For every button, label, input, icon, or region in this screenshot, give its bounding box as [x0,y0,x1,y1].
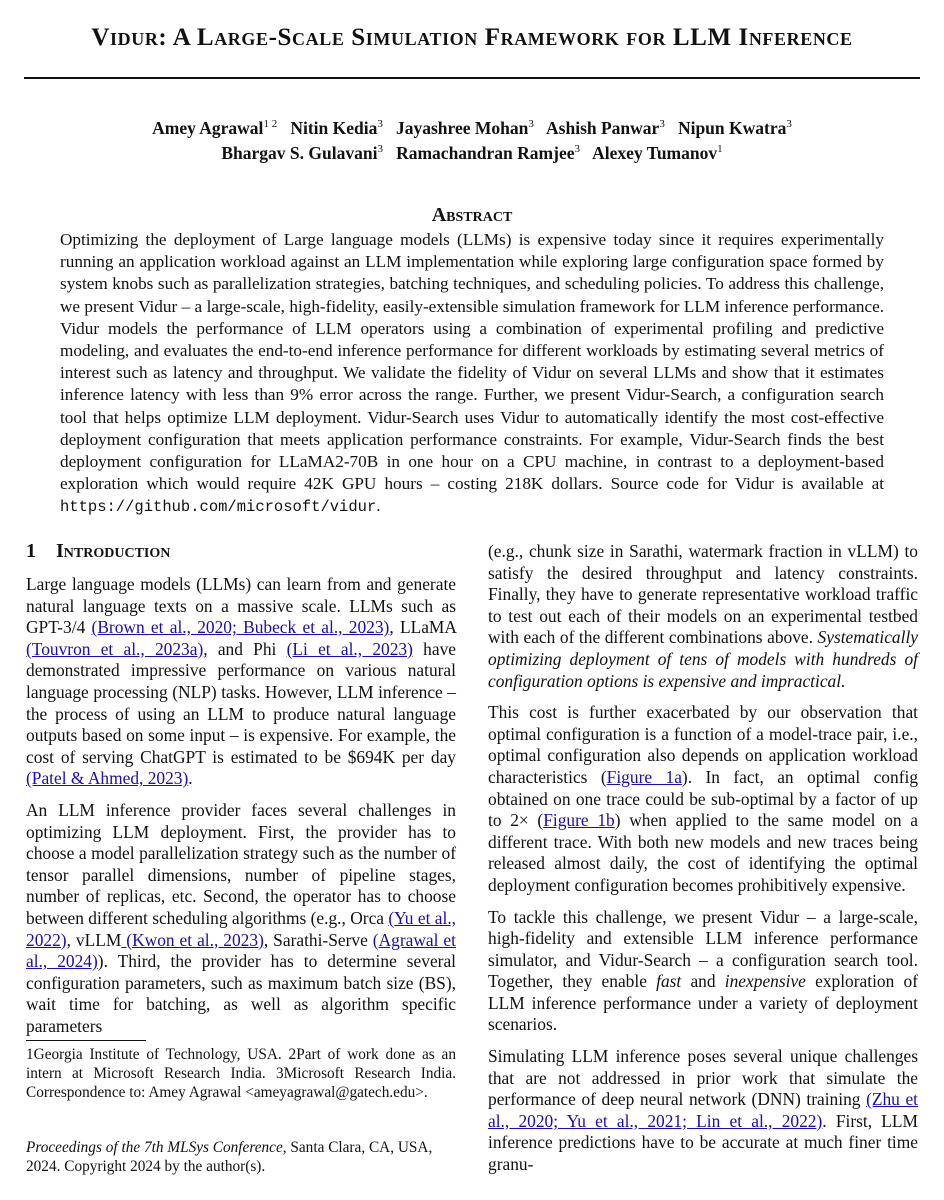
source-code-url[interactable]: https://github.com/microsoft/vidur [60,498,377,517]
abstract-heading: Abstract [431,204,513,226]
author: Amey Agrawal [152,118,264,138]
section-number: 1 [26,540,36,562]
section-heading-introduction [26,540,190,563]
affiliation-footnote: 1Georgia Institute of Technology, USA. 2Part of work done as an intern at Microsoft Research India. 3Microsoft Research India. Correspondence to: Amey Agrawal <ameyagrawal@gatech.edu>. [26,1046,456,1102]
right-column [488,541,918,1186]
figure-link[interactable]: Figure 1a [606,766,682,787]
figure-link[interactable]: Figure 1b [543,810,615,831]
proceedings-note: Proceedings of the 7th MLSys Conference, Santa Clara, CA, USA, 2024. Copyright 2024 by the author(s). [26,1139,433,1176]
citation-link[interactable]: (Agrawal et al., 2024) [26,929,456,972]
left-column [26,574,456,1047]
footnote-rule [26,1040,146,1041]
paragraph: To tackle this challenge, we present Vidur – a large-scale, high-fidelity and extensible LLM inference performance simulator, and Vidur-Search – a configuration search tool. Together, they enable fast and inexpensive exploration of LLM inference performance under a variety of deployment scenarios. [488,906,918,1035]
author: Bhargav S. Gulavani [221,143,378,163]
paragraph: Large language models (LLMs) can learn from and generate natural language texts on a massive scale. LLMs such as GPT-3/4 (Brown et al., 2020; Bubeck et al., 2023), LLaMA (Touvron et al., 2023a), and Phi (Li et al., 2023) have demonstrated impressive performance on various natural language processing (NLP) tasks. However, LLM inference – the process of using an LLM to produce natural language outputs based on some input – is expensive. For example, the cost of serving ChatGPT is estimated to be $694K per day (Patel & Ahmed, 2023). [26,574,456,789]
citation-link[interactable]: (Yu et al., 2022) [26,907,457,950]
paragraph: Simulating LLM inference poses several unique challenges that are not addressed in prior work that simulate the performance of deep neural network (DNN) training (Zhu et al., 2020; Yu et al., 2021; Lin et al., 2022). First, LLM inference predictions have to be accurate at much finer time granu- [488,1046,919,1175]
author: Nipun Kwatra [677,118,787,138]
citation-link[interactable]: (Kwon et al., 2023) [121,929,264,950]
paragraph: An LLM inference provider faces several challenges in optimizing LLM deployment. First, the provider has to choose a model parallelization strategy such as the number of tensor parallel dimensions, number of pipeline stages, number of replicas, etc. Second, the operator has to choose between different scheduling algorithms (e.g., Orca (Yu et al., 2022), vLLM (Kwon et al., 2023), Sarathi-Serve (Agrawal et al., 2024)). Third, the provider has to determine several configuration parameters, such as maximum batch size (BS), wait time for batching, as well as algorithm specific parameters [26,799,457,1036]
section-title: Introduction [56,540,171,562]
author: Nitin Kedia [290,118,378,138]
citation-link[interactable]: (Zhu et al., 2020; Yu et al., 2021; Lin et al., 2022) [488,1089,919,1131]
citation-link[interactable]: (Brown et al., 2020; Bubeck et al., 2023) [91,617,390,638]
author: Alexey Tumanov [592,143,718,163]
citation-link[interactable]: (Li et al., 2023) [286,638,413,659]
authors-line-2: Bhargav S. Gulavani$^3$ Ramachandran Ramjee$^3$ Alexey Tumanov$^1$ [221,143,723,163]
paragraph: This cost is further exacerbated by our observation that optimal configuration is a function of a model-trace pair, i.e., optimal configuration also depends on application workload characteristics (Figure 1a). In fact, an optimal config obtained on one trace could be sub-optimal by a factor of up to 2× (Figure 1b) when applied to the same model on a different trace. With both new models and new traces being released almost daily, the cost of identifying the optimal deployment configuration becomes prohibitively expensive. [488,702,919,895]
citation-link[interactable]: (Touvron et al., 2023a) [26,638,204,659]
paragraph: (e.g., chunk size in Sarathi, watermark fraction in vLLM) to satisfy the desired throughput and latency constraints. Finally, they have to generate representative workload traffic to test out each of their models on an experimental testbed with each of the different combinations above. Systematically optimizing deployment of tens of models with hundreds of configuration options is expensive and impractical. [488,541,918,691]
paper-title: Vidur: A Large-Scale Simulation Framework for LLM Inference [91,24,853,51]
abstract-body: Optimizing the deployment of Large language models (LLMs) is expensive today since it requires experimentally running an application workload against an LLM implementation while exploring large configuration space formed by system knobs such as parallelization strategies, batching techniques, and scheduling policies. To address this challenge, we present Vidur – a large-scale, high-fidelity, easily-extensible simulation framework for LLM inference performance. Vidur models the performance of LLM operators using a combination of experimental profiling and predictive modeling, and evaluates the end-to-end inference performance for different workloads by estimating several metrics of interest such as latency and throughput. We validate the fidelity of Vidur on several LLMs and show that it estimates inference latency with less than 9% error across the range. Further, we present Vidur-Search, a configuration search tool that helps optimize LLM deployment. Vidur-Search uses Vidur to automatically identify the most cost-effective deployment configuration that meets application performance constraints. For example, Vidur-Search finds the best deployment configuration for LLaMA2-70B in one hour on a CPU machine, in contrast to a deployment-based exploration which would require 42K GPU hours – costing 218K dollars. Source code for Vidur is available at https://github.com/microsoft/vidur. [60,230,884,517]
title-top-rule [24,77,920,79]
authors-line-1: Amey Agrawal$^{1 2}$ Nitin Kedia$^3$ Jayashree Mohan$^3$ Ashish Panwar$^3$ Nipun Kwatra$^3$ [152,118,792,138]
author: Jayashree Mohan [395,118,529,138]
citation-link[interactable]: (Patel & Ahmed, 2023) [26,768,189,789]
author: Ashish Panwar [546,118,660,138]
author: Ramachandran Ramjee [396,143,575,163]
